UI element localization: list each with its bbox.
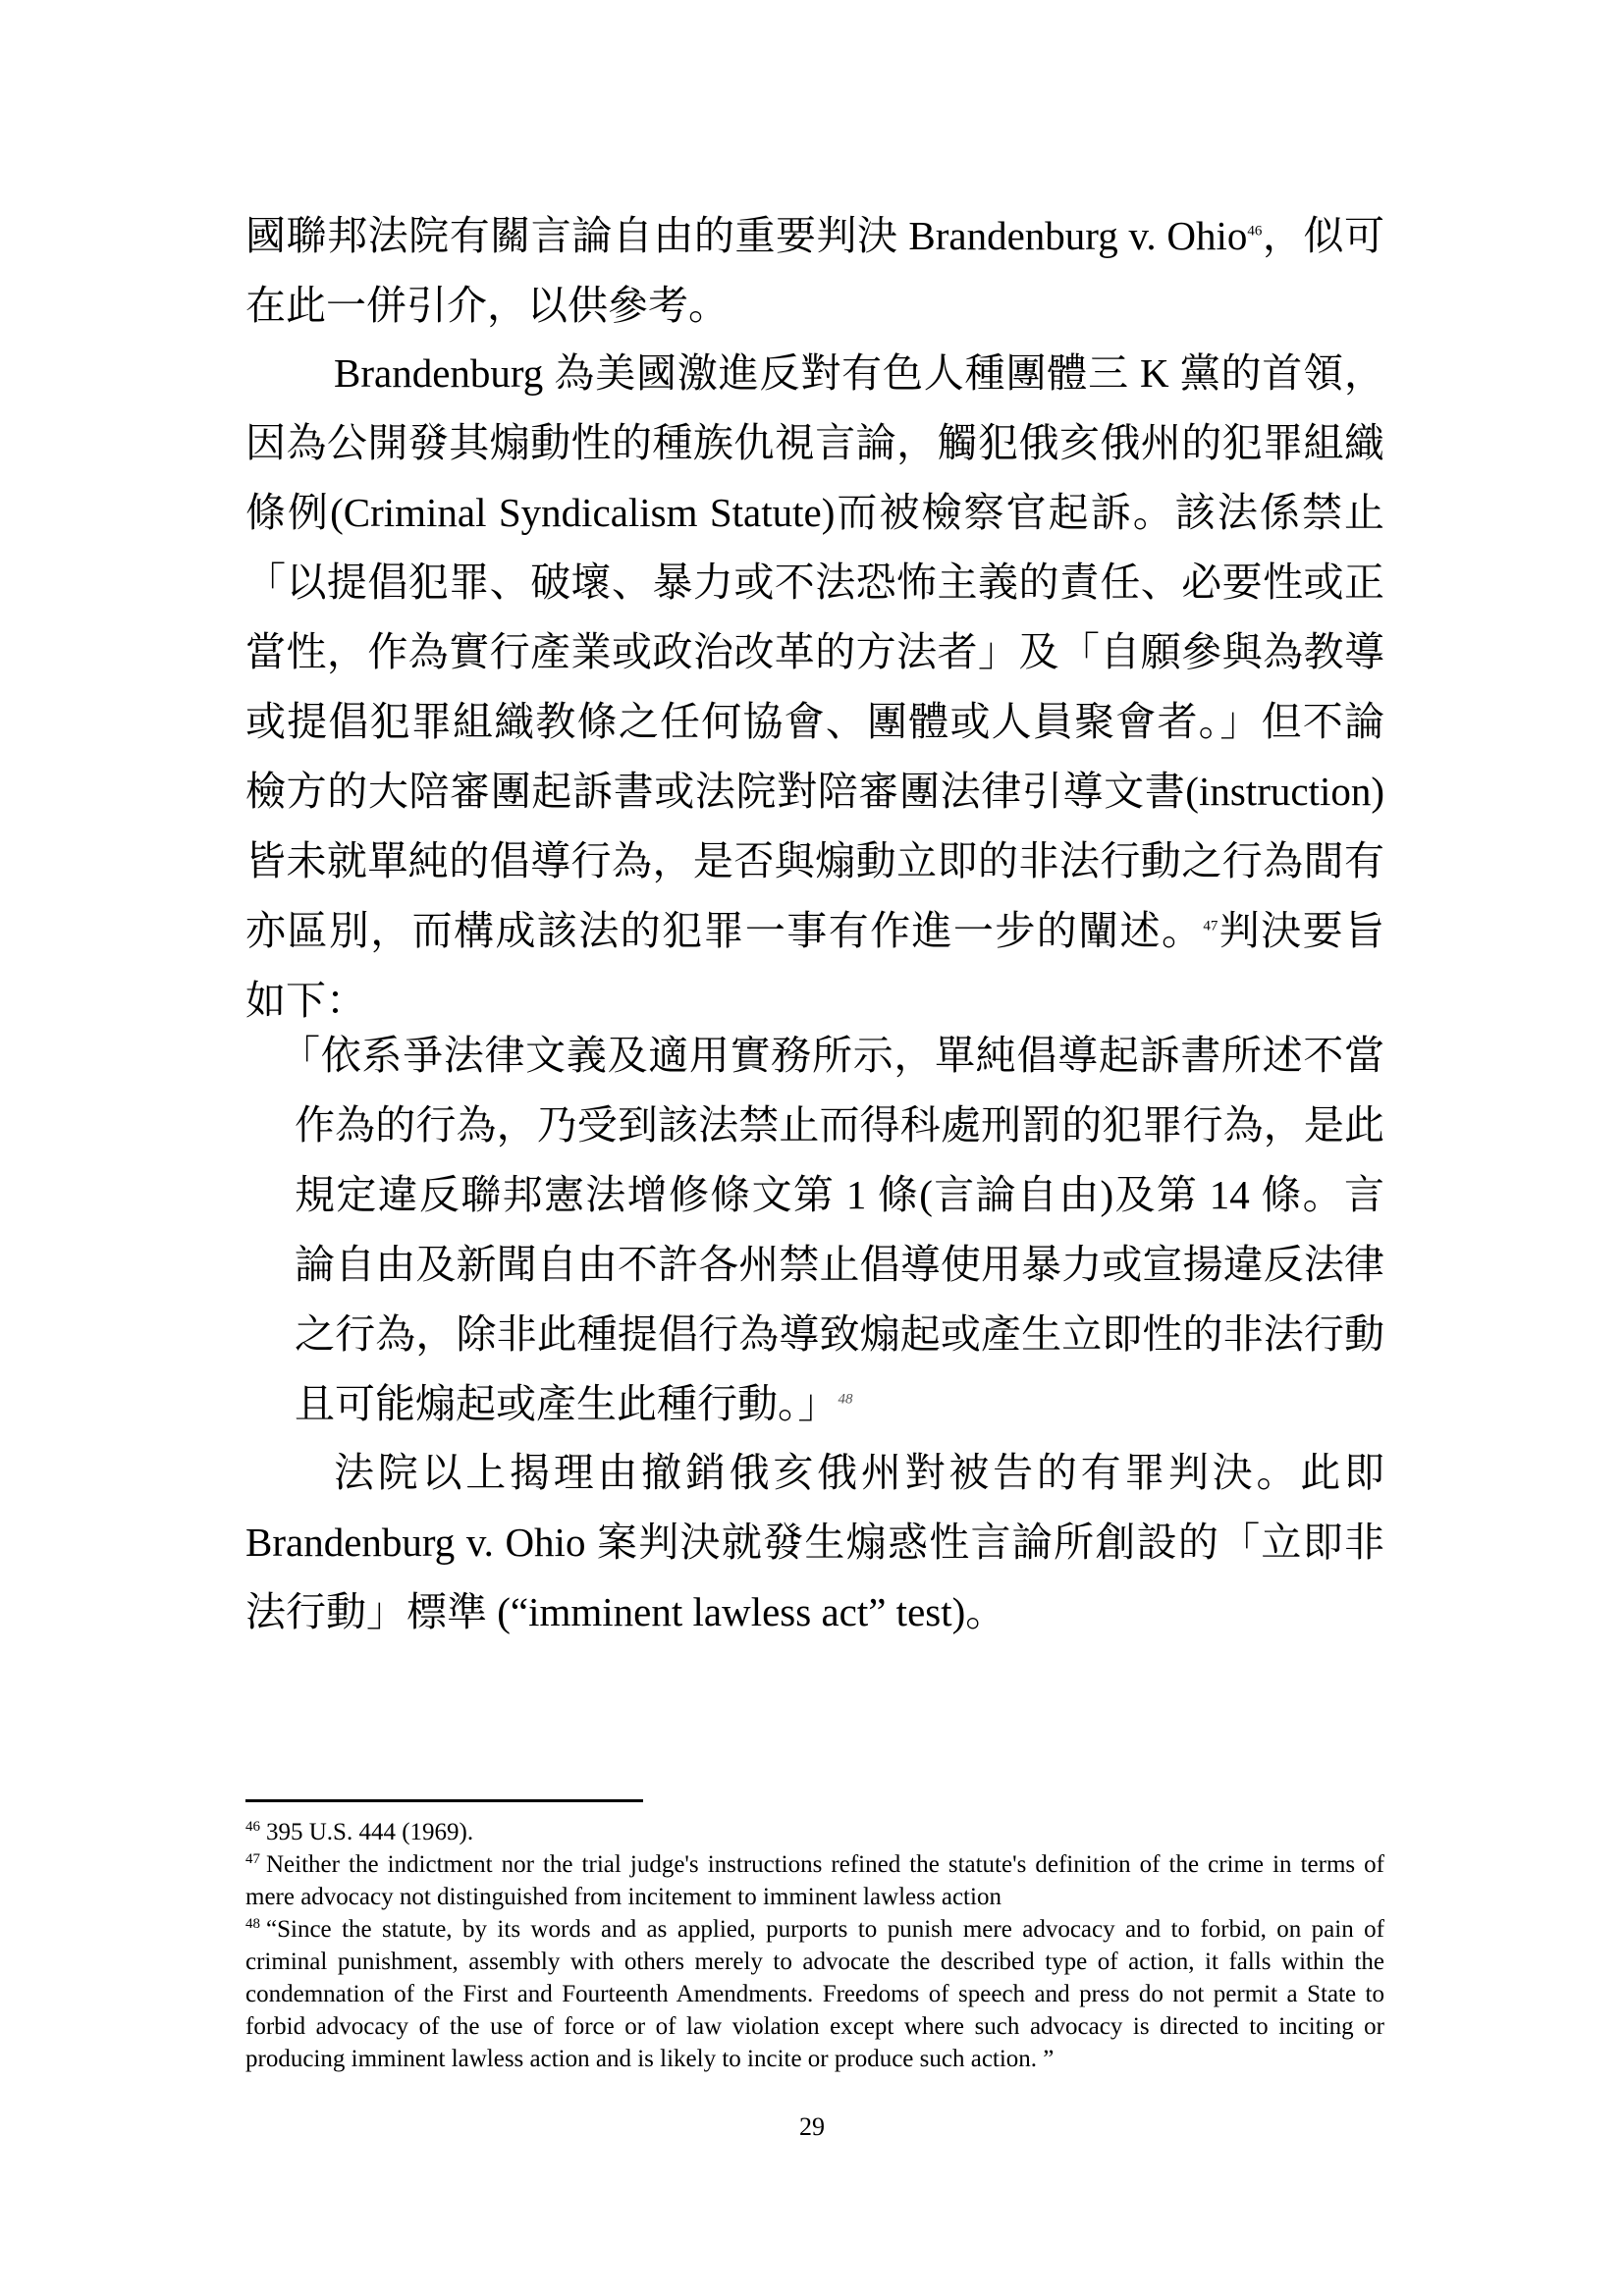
footnote-47 [245, 1848, 1384, 1913]
footnote-text: “Since the statute, by its words and as applied, purports to punish mere advocacy and to forbid, on pain of criminal punishment, assembly with others merely to advocate the described type of action, it falls within the condemnation of the First and Fourteenth Amendments. Freedoms of speech and press do not permit a State to forbid advocacy of the use of force or of law violation except where such advocacy is directed to inciting or producing imminent lawless action and is likely to incite or produce such action. ” [245, 1916, 1384, 2072]
paragraph-intro-tail: ，似可在此一併引介，以供參考。 [245, 213, 1384, 328]
footnote-separator [245, 1799, 643, 1802]
footnote-46 [245, 1816, 1384, 1848]
block-quote-holding [280, 1021, 1384, 1439]
footnote-text: 395 U.S. 444 (1969). [266, 1819, 474, 1845]
footnote-number: 48 [245, 1915, 260, 1932]
page-number: 29 [799, 2112, 825, 2141]
footnotes-section [245, 1816, 1384, 2075]
paragraph-case-facts-text: Brandenburg 為美國激進反對有色人種團體三 K 黨的首領，因為公開發其煽動性的種族仇視言論，觸犯俄亥俄州的犯罪組織條例(Criminal Syndicalism Statute)而被檢察官起訴。該法係禁止「以提倡犯罪、破壞、暴力或不法恐怖主義的責任、必要性或正當性，作為實行產業或政治改革的方法者」及「自願參與為教導或提倡犯罪組織教條之任何協會、團體或人員聚會者。」但不論檢方的大陪審團起訴書或法院對陪審團法律引導文書(instruction)皆未就單純的倡導行為，是否與煽動立即的非法行動之行為間有亦區別，而構成該法的犯罪一事有作進一步的闡述。 [245, 350, 1384, 953]
footnote-48 [245, 1913, 1384, 2075]
paragraph-case-facts-tail: 判決要旨如下： [245, 908, 1385, 1023]
paragraph-case-facts [245, 339, 1384, 1036]
footnote-number: 47 [245, 1850, 260, 1867]
paragraph-intro-text: 國聯邦法院有關言論自由的重要判決 Brandenburg v. Ohio [245, 213, 1248, 258]
paragraph-conclusion [245, 1438, 1384, 1647]
footnote-text: Neither the indictment nor the trial judge's instructions refined the statute's definition of the crime in terms of mere advocacy not distinguished from incitement to imminent lawless action [245, 1851, 1384, 1910]
footnote-ref-48[interactable]: 48 [838, 1391, 853, 1408]
footnote-ref-47[interactable]: 47 [1203, 918, 1218, 934]
block-quote-text: 「依系爭法律文義及適用實務所示，單純倡導起訴書所述不當作為的行為，乃受到該法禁止而得科處刑罰的犯罪行為，是此規定違反聯邦憲法增修條文第 1 條(言論自由)及第 14 條。言論自由及新聞自由不許各州禁止倡導使用暴力或宣揚違反法律之行為，除非此種提倡行為導致煽起或產生立即性的非法行動且可能煽起或產生此種行動。」 [280, 1033, 1384, 1426]
paragraph-conclusion-text: 法院以上揭理由撤銷俄亥俄州對被告的有罪判決。此即 Brandenburg v. Ohio 案判決就發生煽惑性言論所創設的「立即非法行動」標準 (“imminent lawless act” test)。 [245, 1450, 1384, 1634]
footnote-ref-46[interactable]: 46 [1247, 223, 1263, 240]
paragraph-intro [245, 201, 1384, 341]
footnote-number: 46 [245, 1818, 260, 1835]
